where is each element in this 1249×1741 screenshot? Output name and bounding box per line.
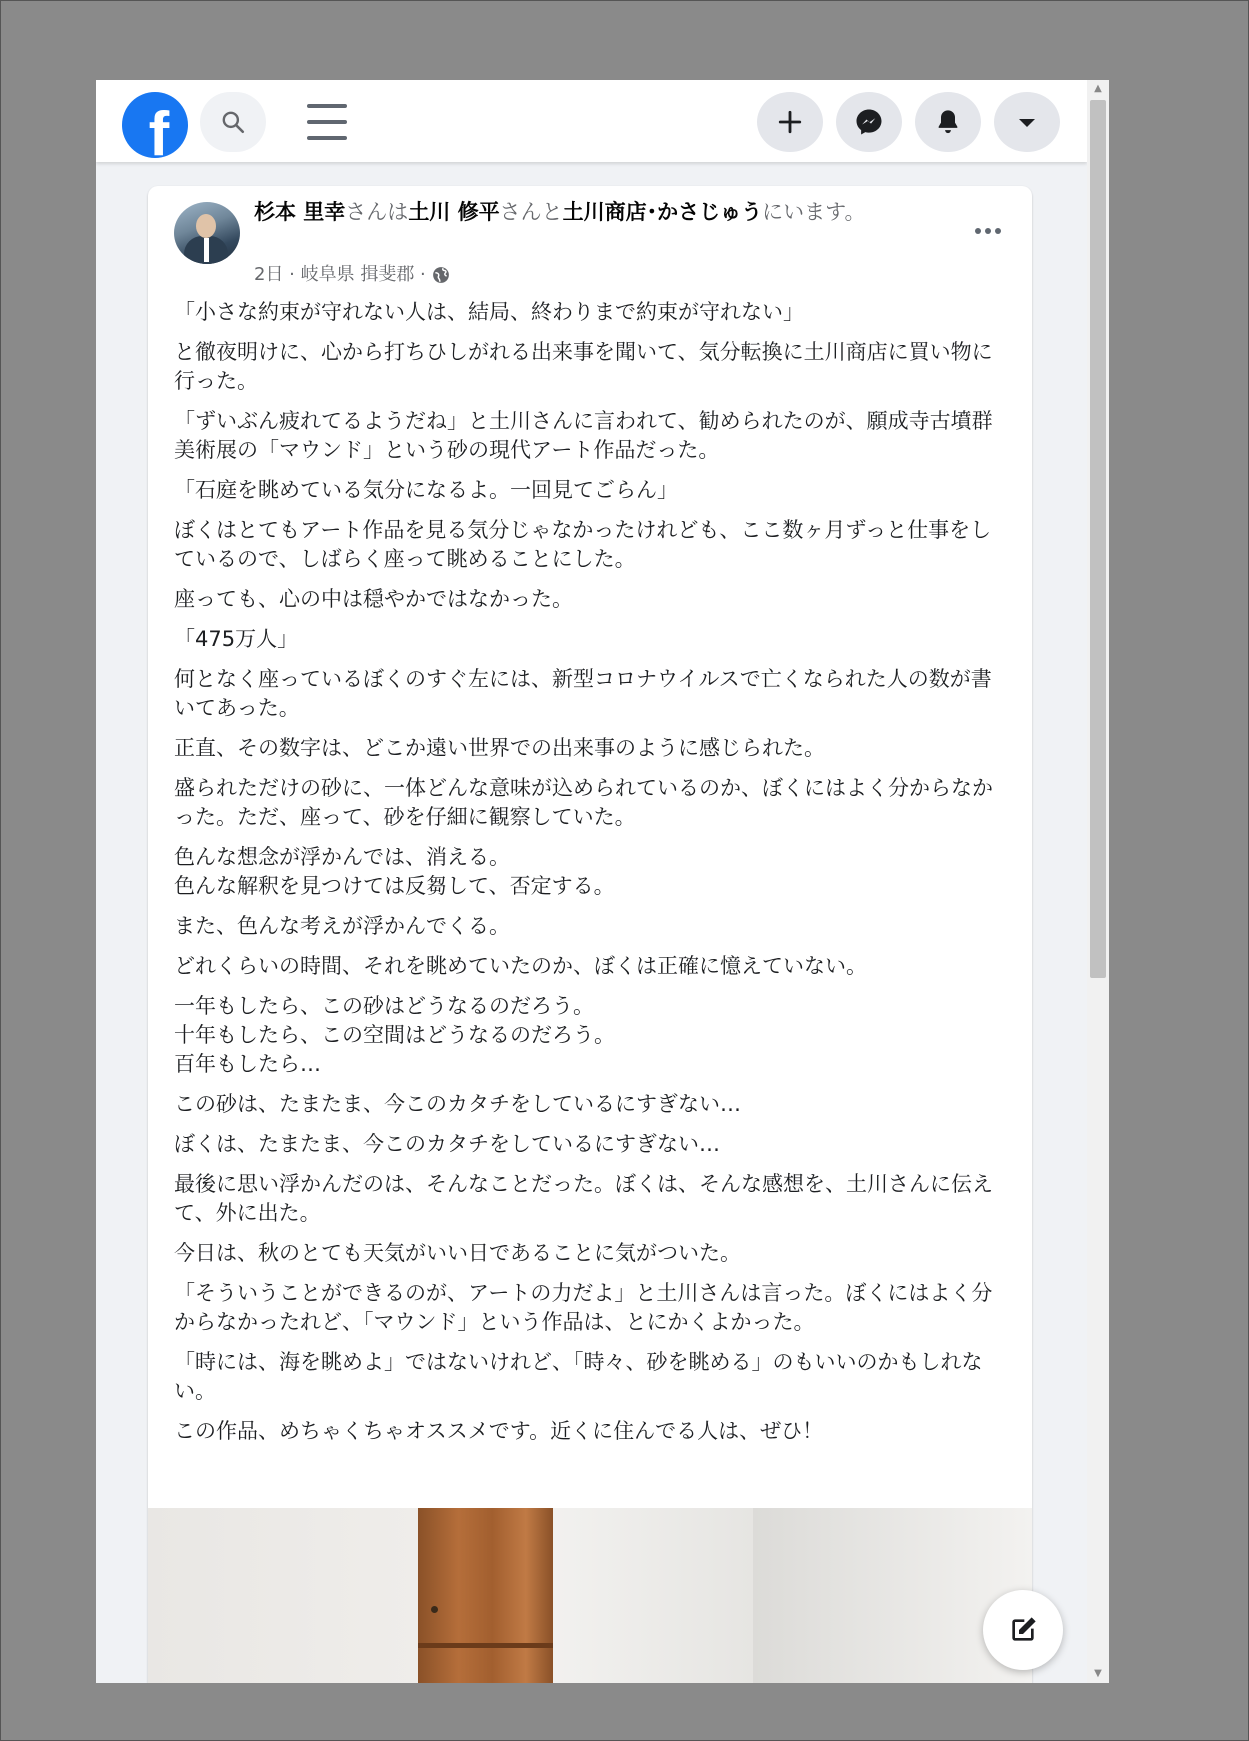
facebook-logo-icon[interactable]: [122, 92, 188, 158]
notifications-button[interactable]: [915, 92, 981, 152]
post-paragraph: また、色んな考えが浮かんでくる。: [174, 914, 510, 938]
post-paragraph: どれくらいの時間、それを眺めていたのか、ぼくは正確に憶えていない。: [174, 954, 867, 978]
author-name-link[interactable]: 杉本 里幸: [254, 200, 346, 224]
post-paragraph: この砂は、たまたま、今このカタチをしているにすぎない…: [174, 1092, 741, 1116]
messenger-icon: [854, 107, 884, 137]
post-photo[interactable]: [148, 1508, 1032, 1683]
post-paragraph: 「小さな約束が守れない人は、結局、終わりまで約束が守れない」: [174, 300, 804, 324]
account-button[interactable]: [994, 92, 1060, 152]
globe-icon: [432, 266, 450, 284]
post-paragraph: 正直、その数字は、どこか遠い世界での出来事のように感じられた。: [174, 736, 825, 760]
vertical-scrollbar[interactable]: [1087, 80, 1109, 1683]
post-paragraph: と徹夜明けに、心から打ちひしがれる出来事を聞いて、気分転換に土川商店に買い物に行った。: [174, 340, 993, 393]
compose-icon: [1007, 1614, 1039, 1646]
post-paragraph: 「ずいぶん疲れてるようだね」と土川さんに言われて、勧められたのが、願成寺古墳群美術展の「マウンド」という砂の現代アート作品だった。: [174, 409, 993, 462]
caret-down-icon: [1015, 110, 1039, 134]
menu-icon[interactable]: [307, 104, 347, 140]
post-paragraph: 「そういうことができるのが、アートの力だよ」と土川さんは言った。ぼくにはよく分からなかったれど、「マウンド」という作品は、とにかくよかった。: [174, 1281, 993, 1334]
post-header: [254, 198, 934, 226]
scroll-up-arrow-icon[interactable]: ▲: [1094, 83, 1102, 94]
top-navigation-bar: [96, 80, 1087, 162]
post-paragraph: 色んな想念が浮かんでは、消える。 色んな解釈を見つけては反芻して、否定する。: [174, 845, 615, 898]
create-button[interactable]: [757, 92, 823, 152]
post-paragraph: ぼくは、たまたま、今このカタチをしているにすぎない…: [174, 1132, 720, 1156]
search-button[interactable]: [200, 92, 266, 152]
post-paragraph: 「時には、海を眺めよ」ではないけれど、「時々、砂を眺める」のもいいのかもしれない。: [174, 1350, 983, 1403]
post-paragraph: 盛られただけの砂に、一体どんな意味が込められているのか、ぼくにはよく分からなかった。ただ、座って、砂を仔細に観察していた。: [174, 776, 993, 829]
browser-window: [96, 80, 1109, 1683]
plus-icon: [777, 109, 803, 135]
post-paragraph: ぼくはとてもアート作品を見る気分じゃなかったけれども、ここ数ヶ月ずっと仕事をしているので、しばらく座って眺めることにした。: [174, 518, 992, 571]
post-body: [174, 298, 1004, 1457]
messenger-button[interactable]: [836, 92, 902, 152]
new-message-button[interactable]: [983, 1590, 1063, 1670]
post-paragraph: 「石庭を眺めている気分になるよ。一回見てごらん」: [174, 478, 678, 502]
post-paragraph: 「475万人」: [174, 627, 299, 651]
bell-icon: [934, 108, 962, 136]
with-text: さんは: [345, 200, 409, 224]
post-paragraph: 今日は、秋のとても天気がいい日であることに気がついた。: [174, 1241, 741, 1265]
post-paragraph: この作品、めちゃくちゃオススメです。近くに住んでる人は、ぜひ！: [174, 1419, 824, 1443]
scroll-down-arrow-icon[interactable]: ▼: [1094, 1668, 1102, 1679]
post-options-button[interactable]: [968, 216, 1008, 246]
post-paragraph: 一年もしたら、この砂はどうなるのだろう。 十年もしたら、この空間はどうなるのだろう。 百年もしたら…: [174, 994, 615, 1076]
feed-post: [148, 186, 1032, 1683]
place-link[interactable]: 土川商店･かさじゅう: [562, 200, 763, 224]
and-text: さんと: [499, 200, 563, 224]
post-paragraph: 何となく座っているぼくのすぐ左には、新型コロナウイルスで亡くなられた人の数が書いてあった。: [174, 667, 992, 720]
tagged-person-link[interactable]: 土川 修平: [408, 200, 500, 224]
author-avatar[interactable]: [174, 202, 240, 264]
post-paragraph: 最後に思い浮かんだのは、そんなことだった。ぼくは、そんな感想を、土川さんに伝えて、外に出た。: [174, 1172, 993, 1225]
logo-letter: f: [148, 100, 170, 158]
at-text: にいます。: [762, 200, 866, 224]
post-paragraph: 座っても、心の中は穏やかではなかった。: [174, 587, 573, 611]
scrollbar-thumb[interactable]: [1090, 100, 1106, 978]
post-time-location[interactable]: 2日 · 岐阜県 揖斐郡 ·: [254, 264, 426, 285]
search-icon: [220, 109, 246, 135]
post-meta: [254, 260, 450, 286]
